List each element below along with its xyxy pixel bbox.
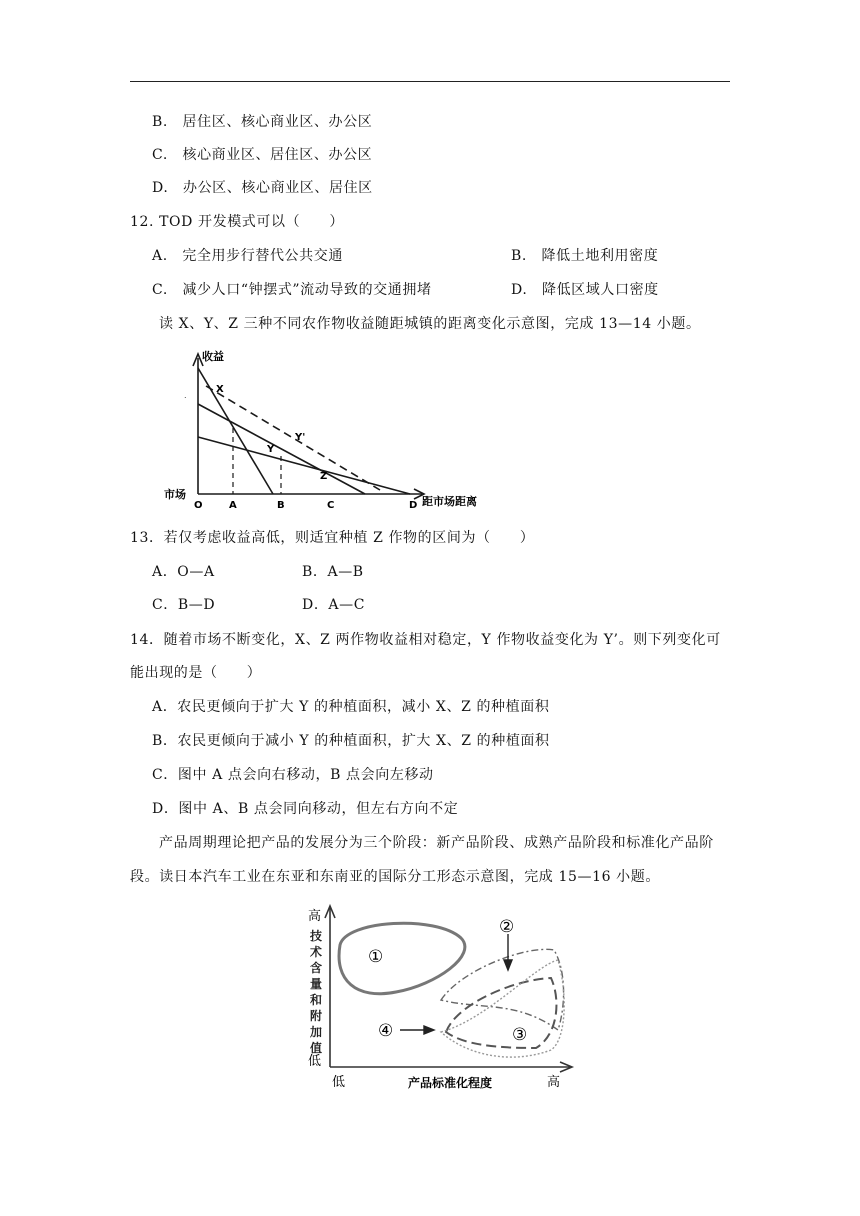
y-label-char: 含 [310,961,323,975]
q11-option-d: D. 办公区、核心商业区、居住区 [152,180,373,196]
region-4 [441,960,564,1057]
q14-stem-line2: 能出现的是（ ） [130,665,262,681]
tick-o: O [194,500,203,511]
region-1-label: ① [368,947,384,967]
y-label-char: 技 [310,929,323,943]
q13-option-b: B．A—B [302,564,364,580]
q13-option-a: A．O—A [152,564,215,580]
line-y [198,404,365,494]
product-cycle-figure [296,900,586,1095]
region-3-label: ③ [512,1025,528,1045]
q12-option-b: B. 降低土地利用密度 [511,248,659,264]
q12-option-a: A. 完全用步行替代公共交通 [152,248,343,264]
tick-a: A [229,500,237,511]
x-low-label: 低 [332,1075,346,1090]
intro-13-14: 读 X、Y、Z 三种不同农作物收益随距城镇的距离变化示意图，完成 13—14 小题。 [159,316,701,332]
q14-option-d: D．图中 A、B 点会同向移动，但左右方向不定 [152,801,459,817]
q13-stem: 13．若仅考虑收益高低，则适宜种植 Z 作物的区间为（ ） [130,530,535,546]
region-3 [446,978,556,1048]
q11-option-b: B. 居住区、核心商业区、办公区 [152,114,373,130]
region-1 [339,923,465,994]
line-y-prime [206,386,380,490]
y-axis-label: 收益 [202,350,224,363]
q13-option-c: C．B—D [152,597,216,613]
tick-c: C [327,500,335,511]
y-label-char: 值 [310,1041,323,1055]
header-rule [130,81,730,82]
label-y-prime: Y' [295,432,306,443]
region-4-label: ④ [378,1021,394,1041]
y-low-label: 低 [308,1054,322,1069]
region-2-label: ② [499,917,515,937]
x-axis-label: 距市场距离 [422,495,477,508]
label-z: Z [320,471,328,482]
tick-d: D [409,500,418,511]
y-high-label: 高 [308,909,322,924]
origin-label: 市场 [164,488,186,501]
y-label-char: 和 [310,993,323,1007]
label-y: Y [267,444,275,455]
tick-b: B [277,500,285,511]
q12-stem: 12. TOD 开发模式可以（ ） [130,214,345,230]
q14-stem-line1: 14．随着市场不断变化，X、Z 两作物收益相对稳定，Y 作物收益变化为 Y’。则下列变化可 [130,632,721,648]
intro-15-16-line2: 段。读日本汽车工业在东亚和东南亚的国际分工形态示意图，完成 15—16 小题。 [130,869,660,885]
x-axis-label: 产品标准化程度 [408,1076,493,1090]
q13-option-d: D．A—C [302,597,366,613]
line-x [198,368,273,494]
y-label-char: 加 [310,1025,323,1039]
intro-15-16-line1: 产品周期理论把产品的发展分为三个阶段：新产品阶段、成熟产品阶段和标准化产品阶 [159,835,714,851]
y-label-char: 术 [310,945,323,959]
label-x: X [216,384,224,395]
y-label-char: 量 [310,977,323,991]
q12-option-d: D. 降低区域人口密度 [511,282,659,298]
q12-option-c: C. 减少人口“钟摆式”流动导致的交通拥堵 [152,282,432,298]
y-label-char: 附 [310,1009,323,1023]
q14-option-c: C．图中 A 点会向右移动，B 点会向左移动 [152,767,434,783]
x-high-label: 高 [547,1075,561,1090]
crop-income-distance-figure [160,340,520,520]
svg-text:.: . [184,391,187,400]
q11-option-c: C. 核心商业区、居住区、办公区 [152,147,373,163]
line-z [198,437,410,494]
q14-option-b: B．农民更倾向于减小 Y 的种植面积，扩大 X、Z 的种植面积 [152,733,550,749]
q14-option-a: A．农民更倾向于扩大 Y 的种植面积，减小 X、Z 的种植面积 [152,699,550,715]
